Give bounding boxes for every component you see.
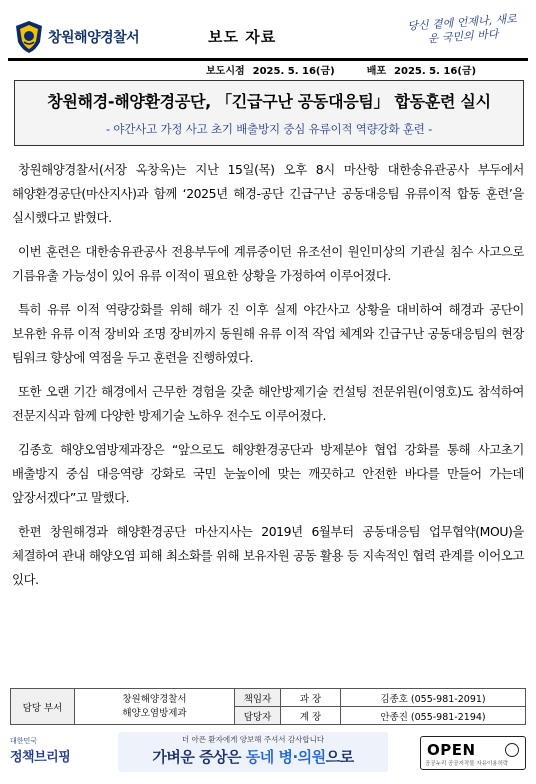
paragraph: 한편 창원해경과 해양환경공단 마산지사는 2019년 6월부터 공동대응팀 업무협약(MOU)을 체결하여 관내 해양오염 피해 최소화를 위해 보유자원 공동 활용 등 지속적인 협력 관계를 이어오고 있다.: [12, 524, 524, 587]
gov-small-text: 대한민국: [10, 737, 38, 745]
org-name: 창원해양경찰서: [48, 30, 140, 46]
contact-table: [10, 688, 526, 725]
org-line1: 창원해양경찰서: [122, 693, 187, 705]
paragraph: 창원해양경찰서(서장 옥창욱)는 지난 15일(목) 오후 8시 마산항 대한송유관공사 부두에서 해양환경공단(마산지사)과 함께 ‘2025년 해경-공단 긴급구난 공동대응팀 유류이적 합동 훈련’을 실시했다고 밝혔다.: [12, 162, 524, 225]
campaign-small-text: 더 아픈 환자에게 양보해 주셔서 감사합니다: [181, 735, 325, 744]
paragraph: 또한 오랜 기간 해경에서 근무한 경험을 갖춘 해안방제기술 컨설팅 전문위원(이영호)도 참석하여 전문지식과 함께 다양한 방제기술 노하우 전수도 이루어졌다.: [12, 384, 524, 423]
open-sub-text: 공공누리 공공저작물 자유이용허락: [425, 761, 509, 767]
dept-label: 담당 부서: [11, 689, 75, 725]
paragraph: 이번 훈련은 대한송유관공사 전용부두에 계류중이던 유조선이 원인미상의 기관실 침수 사고으로 기름유출 가능성이 있어 유류 이적이 필요한 상황을 가정하여 이루어졌다.: [12, 244, 524, 283]
slogan: 당신 곁에 언제나, 새로운 국민의 바다: [406, 12, 518, 46]
report-date: 2025. 5. 16(금): [252, 66, 335, 77]
role-cell: 담당자: [235, 707, 281, 725]
report-label: 보도시점: [206, 66, 245, 77]
header-divider: [8, 58, 528, 61]
org-logo: [14, 20, 139, 54]
press-header: [8, 14, 528, 62]
kogl-open-badge[interactable]: [420, 736, 526, 770]
release-label: 배포: [366, 66, 387, 77]
dept-name: [75, 689, 235, 725]
article-body: [12, 158, 524, 602]
license-mark-icon: [505, 743, 519, 757]
title-box: [14, 80, 524, 146]
campaign-highlight: 동네 병·의원: [245, 748, 326, 766]
table-row: [11, 689, 526, 707]
coast-guard-emblem-icon: [14, 20, 44, 54]
org-line2: 해양오염방제과: [122, 707, 187, 719]
open-text: OPEN: [427, 741, 476, 759]
position-cell: 과 장: [281, 689, 341, 707]
campaign-banner[interactable]: [118, 732, 388, 772]
role-cell: 책임자: [235, 689, 281, 707]
footer-banner: [8, 730, 528, 774]
page-title: 창원해경-해양환경공단, 「긴급구난 공동대응팀」 합동훈련 실시: [47, 92, 491, 111]
gov-big-text: 정책브리핑: [10, 750, 71, 765]
paragraph: 특히 유류 이적 역량강화를 위해 해가 진 이후 실제 야간사고 상황을 대비하여 해경과 공단이 보유한 유류 이적 장비와 조명 장비까지 동원해 유류 이적 작업 체계와 긴급구난 공동대응팀의 현장 팀워크 향상에 역점을 두고 훈련을 진행하였다.: [12, 302, 524, 365]
person-cell: 안종진 (055-981-2194): [341, 707, 526, 725]
doc-type: 보도 자료: [208, 28, 277, 46]
campaign-text-part: 가벼운 증상은: [152, 748, 246, 766]
policy-briefing-logo[interactable]: [10, 736, 106, 770]
campaign-text-part: 으로: [325, 748, 354, 766]
person-cell: 김종호 (055-981-2091): [341, 689, 526, 707]
campaign-big-text: [118, 746, 388, 767]
page-subtitle: - 야간사고 가정 사고 초기 배출방지 중심 유류이적 역량강화 훈련 -: [105, 122, 433, 136]
release-dates: [206, 62, 526, 77]
position-cell: 계 장: [281, 707, 341, 725]
paragraph: 김종호 해양오염방제과장은 “앞으로도 해양환경공단과 방제분야 협업 강화를 통해 사고초기 배출방지 중심 대응역량 강화로 국민 눈높이에 맞는 깨끗하고 안전한 바다를 만들어 가는데 앞장서겠다”고 말했다.: [12, 442, 524, 505]
release-date: 2025. 5. 16(금): [394, 66, 477, 77]
